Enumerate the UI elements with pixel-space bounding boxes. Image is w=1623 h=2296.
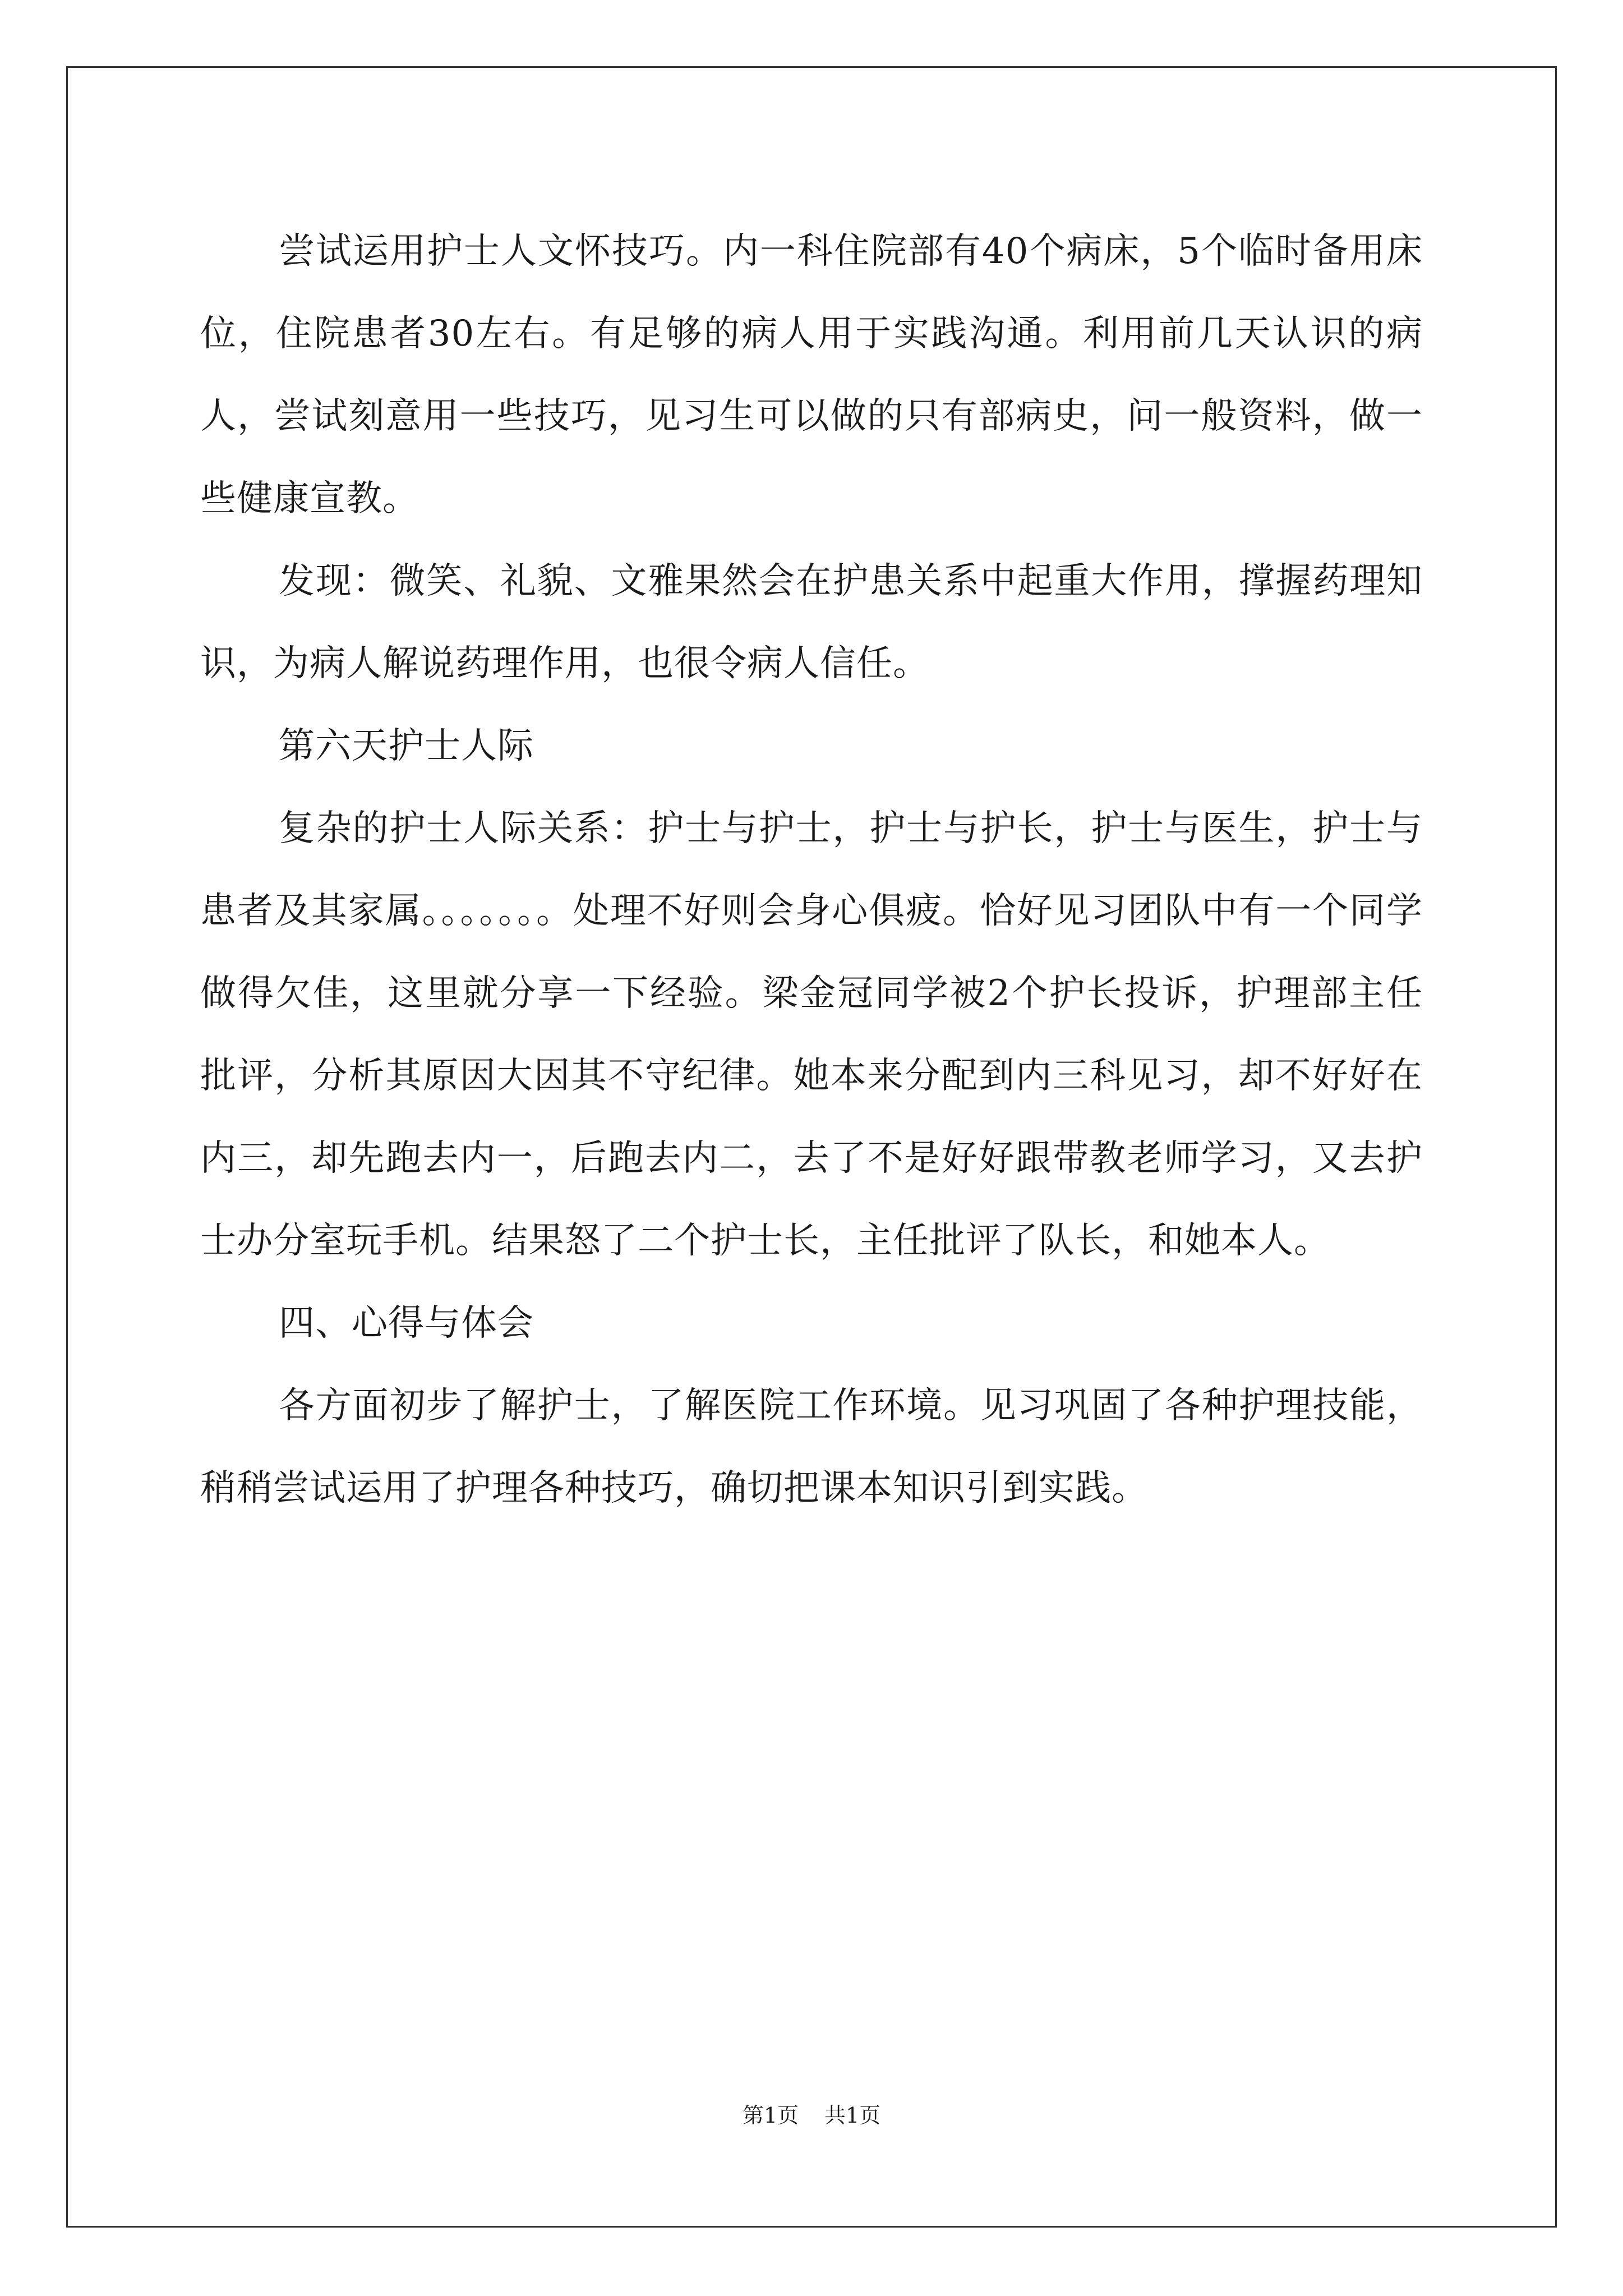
heading-reflections: 四、心得与体会 <box>279 1303 534 1344</box>
document-body <box>200 210 1423 1530</box>
paragraph-interpersonal: 复杂的护士人际关系：护士与护士，护士与护长，护士与医生，护士与患者及其家属。。。。。。。处理不好则会身心俱疲。恰好见习团队中有一个同学做得欠佳，这里就分享一下经验。梁金冠同学被2个护长投诉，护理部主任批评，分析其原因大因其不守纪律。她本来分配到内三科见习，却不好好在内三，却先跑去内一，后跑去内二，去了不是好好跟带教老师学习，又去护士办分室玩手机。结果怒了二个护士长，主任批评了队长，和她本人。 <box>200 808 1423 1262</box>
heading-day-six: 第六天护士人际 <box>279 725 534 767</box>
page-footer <box>0 2098 1623 2129</box>
paragraph-findings: 发现：微笑、礼貌、文雅果然会在护患关系中起重大作用，撑握药理知识，为病人解说药理作用，也很令病人信任。 <box>200 560 1423 684</box>
paragraph-conclusion: 各方面初步了解护士，了解医院工作环境。见习巩固了各种护理技能，稍稍尝试运用了护理各种技巧，确切把课本知识引到实践。 <box>200 1385 1423 1509</box>
paragraph-nursing-skills: 尝试运用护士人文怀技巧。内一科住院部有40个病床，5个临时备用床位，住院患者30左右。有足够的病人用于实践沟通。利用前几天认识的病人，尝试刻意用一些技巧，见习生可以做的只有部病史，问一般资料，做一些健康宣教。 <box>200 231 1423 519</box>
page-number: 第1页 <box>742 2103 799 2128</box>
page-total: 共1页 <box>824 2103 881 2128</box>
